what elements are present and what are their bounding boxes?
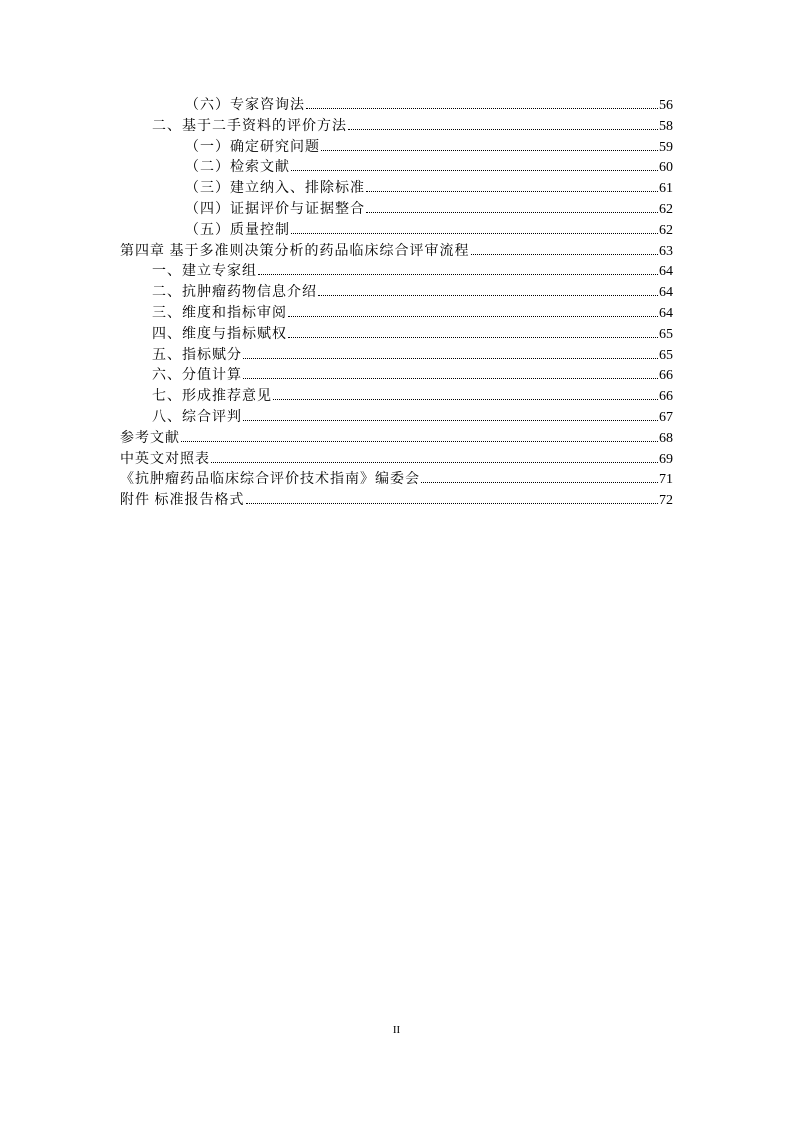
toc-leader-dots	[211, 461, 658, 463]
toc-entry-title: 《抗肿瘤药品临床综合评价技术指南》编委会	[120, 472, 420, 488]
toc-entry-page: 60	[659, 160, 673, 176]
toc-entry-page: 68	[659, 430, 673, 446]
toc-entry-page: 64	[659, 285, 673, 301]
toc-entry-title: 二、基于二手资料的评价方法	[152, 118, 347, 134]
toc-leader-dots	[366, 211, 658, 213]
toc-entry-page: 64	[659, 305, 673, 321]
toc-leader-dots	[348, 128, 658, 130]
toc-entry-title: （六）专家咨询法	[185, 98, 305, 113]
toc-entry-page: 65	[659, 347, 673, 363]
toc-leader-dots	[321, 149, 658, 151]
toc-leader-dots	[258, 273, 658, 275]
toc-entry-title: 六、分值计算	[152, 368, 242, 384]
toc-entry[interactable]	[120, 325, 673, 346]
toc-entry-title: 四、维度与指标赋权	[152, 326, 287, 342]
toc-leader-dots	[243, 419, 658, 421]
toc-entry[interactable]	[120, 138, 673, 159]
toc-entry[interactable]	[120, 366, 673, 387]
toc-entry[interactable]	[120, 179, 673, 200]
toc-leader-dots	[273, 398, 658, 400]
toc-entry-title: （一）确定研究问题	[185, 139, 320, 155]
toc-entry[interactable]	[120, 387, 673, 408]
toc-entry-page: 59	[659, 139, 673, 155]
toc-entry-title: 附件 标准报告格式	[120, 493, 245, 509]
toc-entry[interactable]	[120, 242, 673, 263]
toc-leader-dots	[421, 481, 658, 483]
toc-entry-title: （四）证据评价与证据整合	[185, 201, 365, 217]
toc-entry-page: 63	[659, 243, 673, 259]
toc-entry[interactable]	[120, 429, 673, 450]
toc-leader-dots	[243, 377, 658, 379]
table-of-contents	[120, 96, 673, 512]
toc-entry-page: 66	[659, 389, 673, 405]
toc-entry-page: 71	[659, 472, 673, 488]
toc-entry-title: 七、形成推荐意见	[152, 389, 272, 405]
toc-entry[interactable]	[120, 262, 673, 283]
toc-entry-title: 二、抗肿瘤药物信息介绍	[152, 285, 317, 301]
toc-entry[interactable]	[120, 408, 673, 429]
toc-entry[interactable]	[120, 470, 673, 491]
toc-entry[interactable]	[120, 158, 673, 179]
toc-entry-title: 八、综合评判	[152, 409, 242, 425]
toc-entry-title: 第四章 基于多准则决策分析的药品临床综合评审流程	[120, 243, 470, 259]
toc-entry-page: 61	[659, 181, 673, 197]
toc-entry-title: 参考文献	[120, 430, 180, 446]
toc-leader-dots	[181, 440, 658, 442]
toc-entry-title: （三）建立纳入、排除标准	[185, 181, 365, 197]
toc-leader-dots	[471, 253, 659, 255]
toc-leader-dots	[291, 169, 658, 171]
toc-entry[interactable]	[120, 200, 673, 221]
toc-entry-page: 64	[659, 264, 673, 280]
toc-entry-page: 58	[659, 118, 673, 134]
toc-entry-title: 中英文对照表	[120, 451, 210, 467]
toc-entry-page: 67	[659, 409, 673, 425]
toc-entry-page: 66	[659, 368, 673, 384]
toc-entry-page: 62	[659, 201, 673, 217]
toc-leader-dots	[288, 336, 658, 338]
toc-entry-page: 56	[659, 98, 673, 113]
toc-entry-page: 62	[659, 222, 673, 238]
toc-entry[interactable]	[120, 221, 673, 242]
toc-entry[interactable]	[120, 450, 673, 471]
toc-entry[interactable]	[120, 283, 673, 304]
toc-entry-title: （二）检索文献	[185, 160, 290, 176]
toc-leader-dots	[366, 190, 658, 192]
page-number: II	[392, 1024, 401, 1036]
toc-leader-dots	[243, 357, 658, 359]
toc-leader-dots	[246, 502, 659, 504]
toc-entry-page: 65	[659, 326, 673, 342]
toc-entry-title: 五、指标赋分	[152, 347, 242, 363]
toc-leader-dots	[288, 315, 658, 317]
toc-entry[interactable]	[120, 346, 673, 367]
toc-entry-page: 72	[659, 493, 673, 509]
toc-entry-title: （五）质量控制	[185, 222, 290, 238]
toc-entry[interactable]	[120, 117, 673, 138]
toc-entry[interactable]	[120, 96, 673, 117]
toc-entry[interactable]	[120, 491, 673, 512]
toc-entry[interactable]	[120, 304, 673, 325]
toc-entry-title: 一、建立专家组	[152, 264, 257, 280]
toc-entry-page: 69	[659, 451, 673, 467]
toc-leader-dots	[291, 232, 658, 234]
toc-entry-title: 三、维度和指标审阅	[152, 305, 287, 321]
toc-leader-dots	[318, 294, 658, 296]
toc-leader-dots	[306, 107, 658, 109]
